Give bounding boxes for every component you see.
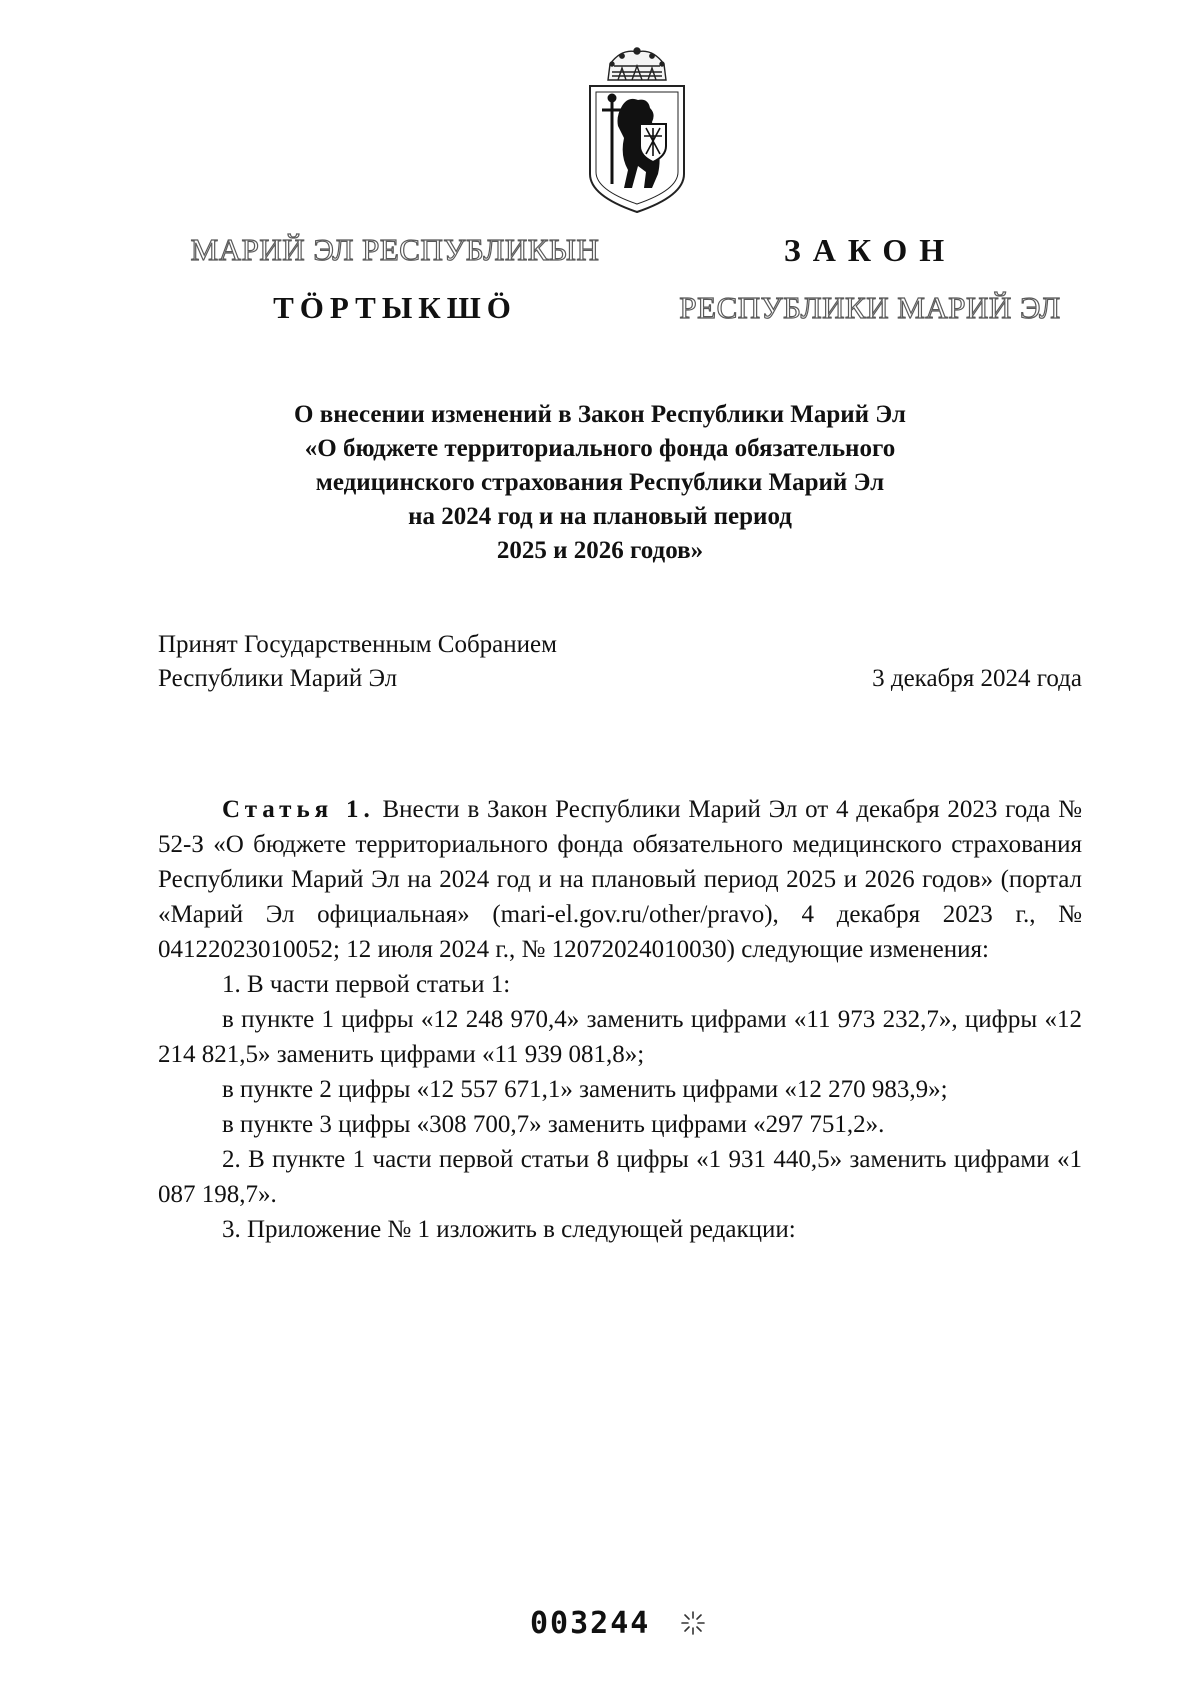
asterisk-mark-icon bbox=[678, 1608, 708, 1638]
header-republic: РЕСПУБЛИКИ МАРИЙ ЭЛ bbox=[679, 290, 1061, 325]
article-1 bbox=[158, 792, 1082, 1247]
document-title bbox=[200, 398, 1000, 568]
article-intro-text: Внести в Закон Республики Марий Эл от 4 декабря 2023 года № 52-З «О бюджете территориального фонда обязательного медицинского страхования Республики Марий Эл на 2024 год и на плановый период 2025 и 2026 годов» (портал «Марий Эл официальная» (mari-el.gov.ru/other/pravo), 4 декабря 2023 г., № 04122023010052; 12 июля 2024 г., № 12072024010030) следующие изменения: bbox=[158, 796, 1083, 963]
article-label: Статья 1. bbox=[222, 796, 375, 823]
title-line: 2025 и 2026 годов» bbox=[496, 537, 704, 564]
title-line: «О бюджете территориального фонда обязательного bbox=[304, 435, 896, 462]
article-item: 1. В части первой статьи 1: bbox=[222, 971, 511, 998]
adopted-by-line: Принят Государственным Собранием bbox=[158, 631, 557, 658]
header-mari-law: ТӦРТЫКШӦ bbox=[273, 290, 517, 325]
article-subitem: в пункте 3 цифры «308 700,7» заменить цифрами «297 751,2». bbox=[222, 1111, 885, 1138]
adopted-by-line: Республики Марий Эл bbox=[158, 665, 398, 692]
header-law: ЗАКОН bbox=[783, 232, 957, 268]
title-line: О внесении изменений в Закон Республики Марий Эл bbox=[294, 401, 906, 428]
adoption-date: 3 декабря 2024 года bbox=[872, 665, 1082, 692]
title-line: медицинского страхования Республики Марий Эл bbox=[315, 469, 885, 496]
title-line: на 2024 год и на плановый период bbox=[408, 503, 792, 530]
header-mari-republic: МАРИЙ ЭЛ РЕСПУБЛИКЫН bbox=[190, 232, 600, 267]
document-serial-number: 003244 bbox=[530, 1606, 651, 1641]
adoption-block bbox=[158, 628, 557, 696]
mari-el-coat-of-arms-icon bbox=[582, 46, 692, 216]
article-item: 3. Приложение № 1 изложить в следующей редакции: bbox=[222, 1216, 796, 1243]
article-subitem: в пункте 1 цифры «12 248 970,4» заменить цифрами «11 973 232,7», цифры «12 214 821,5» заменить цифрами «11 939 081,8»; bbox=[158, 1006, 1082, 1068]
article-item: 2. В пункте 1 части первой статьи 8 цифры «1 931 440,5» заменить цифрами «1 087 198,7». bbox=[158, 1146, 1082, 1208]
article-subitem: в пункте 2 цифры «12 557 671,1» заменить цифрами «12 270 983,9»; bbox=[222, 1076, 948, 1103]
article-intro-paragraph bbox=[158, 792, 1082, 967]
